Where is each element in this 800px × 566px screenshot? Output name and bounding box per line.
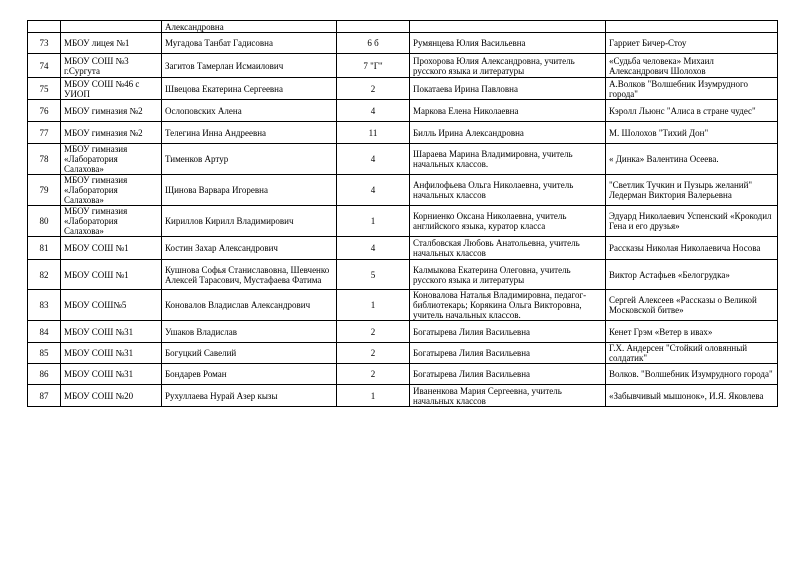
table-row xyxy=(28,21,778,33)
cell-teacher: Прохорова Юлия Александровна, учитель русского языка и литературы xyxy=(410,54,606,78)
cell-book: Кэролл Льюнс "Алиса в стране чудес" xyxy=(606,100,778,122)
cell-student: Мугадова Танбат Гадисовна xyxy=(162,33,337,54)
table-row xyxy=(28,364,778,385)
cell-num: 84 xyxy=(28,321,61,343)
cell-school: МБОУ СОШ №31 xyxy=(61,343,162,364)
cell-num: 81 xyxy=(28,237,61,260)
cell-teacher: Корниенко Оксана Николаевна, учитель английского языка, куратор класса xyxy=(410,206,606,237)
cell-book: Сергей Алексеев «Рассказы о Великой Московской битве» xyxy=(606,290,778,321)
cell-grade: 1 xyxy=(337,290,410,321)
cell-school: МБОУ СОШ №31 xyxy=(61,364,162,385)
cell-teacher xyxy=(410,21,606,33)
cell-teacher: Румянцева Юлия Васильевна xyxy=(410,33,606,54)
table-row xyxy=(28,78,778,100)
cell-teacher: Богатырева Лилия Васильевна xyxy=(410,364,606,385)
cell-grade: 1 xyxy=(337,385,410,407)
cell-student: Кушнова Софья Станиславовна, Шевченко Алексей Тарасович, Мустафаева Фатима xyxy=(162,260,337,290)
cell-num: 76 xyxy=(28,100,61,122)
table-row xyxy=(28,206,778,237)
cell-student: Костин Захар Александрович xyxy=(162,237,337,260)
cell-num: 79 xyxy=(28,175,61,206)
cell-student: Богуцкий Савелий xyxy=(162,343,337,364)
cell-grade: 2 xyxy=(337,364,410,385)
cell-student: Кириллов Кирилл Владимирович xyxy=(162,206,337,237)
cell-teacher: Коновалова Наталья Владимировна, педагог-библиотекарь; Корякина Ольга Викторовна, учитель начальных классов. xyxy=(410,290,606,321)
table-row xyxy=(28,100,778,122)
cell-school: МБОУ гимназия «Лаборатория Салахова» xyxy=(61,144,162,175)
cell-book: А.Волков "Волшебник Изумрудного города" xyxy=(606,78,778,100)
cell-num: 73 xyxy=(28,33,61,54)
table-body xyxy=(28,21,778,407)
cell-teacher: Калмыкова Екатерина Олеговна, учитель русского языка и литературы xyxy=(410,260,606,290)
cell-num xyxy=(28,21,61,33)
cell-teacher: Билль Ирина Александровна xyxy=(410,122,606,144)
cell-book: Кенет Грэм «Ветер в ивах» xyxy=(606,321,778,343)
table-row xyxy=(28,343,778,364)
table-row xyxy=(28,385,778,407)
cell-book: Гарриет Бичер-Стоу xyxy=(606,33,778,54)
table-row xyxy=(28,321,778,343)
cell-student: Рухуллаева Нурай Азер кызы xyxy=(162,385,337,407)
cell-grade: 2 xyxy=(337,343,410,364)
cell-school: МБОУ СОШ №46 с УИОП xyxy=(61,78,162,100)
cell-grade: 4 xyxy=(337,144,410,175)
cell-num: 87 xyxy=(28,385,61,407)
table-row xyxy=(28,175,778,206)
table-row xyxy=(28,54,778,78)
cell-grade: 5 xyxy=(337,260,410,290)
cell-book xyxy=(606,21,778,33)
cell-num: 80 xyxy=(28,206,61,237)
cell-num: 85 xyxy=(28,343,61,364)
cell-school: МБОУ гимназия «Лаборатория Салахова» xyxy=(61,175,162,206)
cell-school: МБОУ СОШ №1 xyxy=(61,237,162,260)
cell-student: Швецова Екатерина Сергеевна xyxy=(162,78,337,100)
cell-book: Волков. "Волшебник Изумрудного города" xyxy=(606,364,778,385)
cell-school: МБОУ СОШ №1 xyxy=(61,260,162,290)
cell-teacher: Маркова Елена Николаевна xyxy=(410,100,606,122)
cell-num: 75 xyxy=(28,78,61,100)
cell-school: МБОУ лицея №1 xyxy=(61,33,162,54)
cell-teacher: Богатырева Лилия Васильевна xyxy=(410,343,606,364)
cell-student: Загитов Тамерлан Исмаилович xyxy=(162,54,337,78)
cell-school: МБОУ СОШ №20 xyxy=(61,385,162,407)
cell-student: Бондарев Роман xyxy=(162,364,337,385)
cell-num: 78 xyxy=(28,144,61,175)
table-row xyxy=(28,33,778,54)
cell-student: Ушаков Владислав xyxy=(162,321,337,343)
cell-book: "Светлик Тучкин и Пузырь желаний" Ледерман Виктория Валерьевна xyxy=(606,175,778,206)
cell-book: «Судьба человека» Михаил Александрович Шолохов xyxy=(606,54,778,78)
cell-school: МБОУ СОШ №3 г.Сургута xyxy=(61,54,162,78)
cell-book: «Забывчивый мышонок», И.Я. Яковлева xyxy=(606,385,778,407)
cell-num: 86 xyxy=(28,364,61,385)
cell-teacher: Сталбовская Любовь Анатольевна, учитель начальных классов xyxy=(410,237,606,260)
table-row xyxy=(28,290,778,321)
cell-book: Г.Х. Андерсен "Стойкий оловянный солдатик" xyxy=(606,343,778,364)
cell-student: Тименков Артур xyxy=(162,144,337,175)
cell-grade xyxy=(337,21,410,33)
cell-num: 83 xyxy=(28,290,61,321)
cell-student: Коновалов Владислав Александрович xyxy=(162,290,337,321)
cell-teacher: Шараева Марина Владимировна, учитель начальных классов. xyxy=(410,144,606,175)
table-row xyxy=(28,260,778,290)
cell-num: 82 xyxy=(28,260,61,290)
cell-school: МБОУ гимназия №2 xyxy=(61,122,162,144)
cell-book: « Динка» Валентина Осеева. xyxy=(606,144,778,175)
cell-book: Виктор Астафьев «Белогрудка» xyxy=(606,260,778,290)
cell-school xyxy=(61,21,162,33)
participants-table xyxy=(27,20,778,407)
cell-grade: 1 xyxy=(337,206,410,237)
cell-grade: 11 xyxy=(337,122,410,144)
cell-grade: 7 "Г" xyxy=(337,54,410,78)
cell-school: МБОУ СОШ №31 xyxy=(61,321,162,343)
cell-teacher: Богатырева Лилия Васильевна xyxy=(410,321,606,343)
cell-grade: 4 xyxy=(337,100,410,122)
table-row xyxy=(28,144,778,175)
table-row xyxy=(28,237,778,260)
cell-grade: 2 xyxy=(337,78,410,100)
cell-num: 77 xyxy=(28,122,61,144)
cell-grade: 6 б xyxy=(337,33,410,54)
cell-student: Ослоповских Алена xyxy=(162,100,337,122)
cell-school: МБОУ СОШ№5 xyxy=(61,290,162,321)
cell-book: Эдуард Николаевич Успенский «Крокодил Гена и его друзья» xyxy=(606,206,778,237)
cell-grade: 4 xyxy=(337,175,410,206)
cell-grade: 2 xyxy=(337,321,410,343)
cell-teacher: Анфилофьева Ольга Николаевна, учитель начальных классов xyxy=(410,175,606,206)
cell-num: 74 xyxy=(28,54,61,78)
cell-student: Александровна xyxy=(162,21,337,33)
cell-grade: 4 xyxy=(337,237,410,260)
cell-student: Телегина Инна Андреевна xyxy=(162,122,337,144)
cell-book: М. Шолохов "Тихий Дон" xyxy=(606,122,778,144)
cell-school: МБОУ гимназия №2 xyxy=(61,100,162,122)
cell-book: Рассказы Николая Николаевича Носова xyxy=(606,237,778,260)
table-row xyxy=(28,122,778,144)
cell-teacher: Покатаева Ирина Павловна xyxy=(410,78,606,100)
cell-school: МБОУ гимназия «Лаборатория Салахова» xyxy=(61,206,162,237)
cell-teacher: Иваненкова Мария Сергеевна, учитель начальных классов xyxy=(410,385,606,407)
cell-student: Щинова Варвара Игоревна xyxy=(162,175,337,206)
